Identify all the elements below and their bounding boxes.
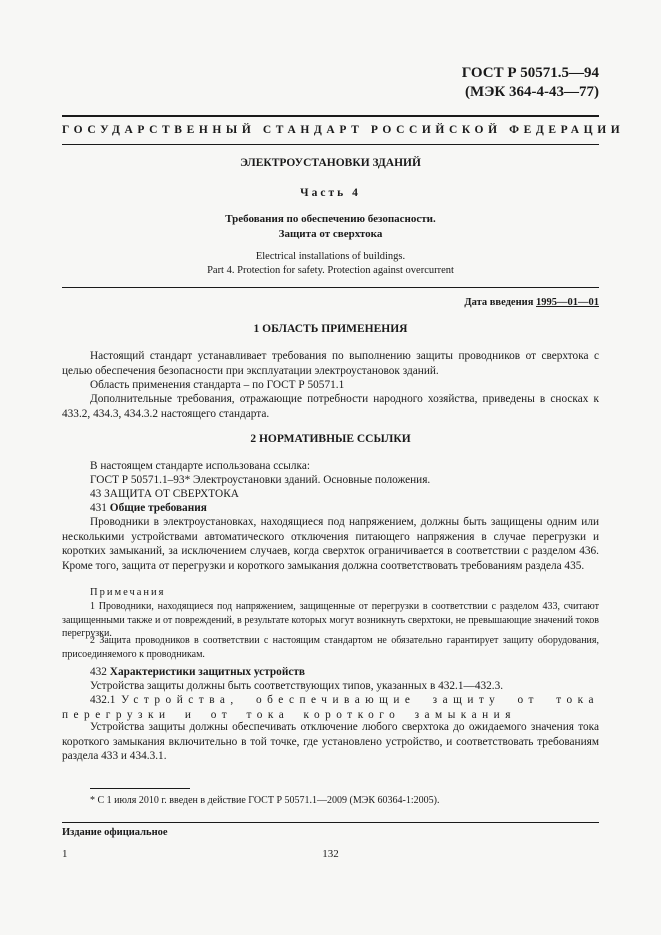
section-2-paragraph-1: В настоящем стандарте использована ссылка: <box>90 460 310 472</box>
clause-431-paragraph: Проводники в электроустановках, находящиеся под напряжением, должны быть защищены одним или несколькими устройствами автоматического отключения питающего напряжения в случае перегрузки и коротких замыканий, за исключением случаев, когда сверхток ограничивается в соответствии с разделом 436. Кроме того, защита от перегрузки и короткого замыкания должна соответствовать требованиям раздела 435. <box>62 516 599 572</box>
date-value: 1995—01—01 <box>536 297 599 308</box>
note-1: 1 Проводники, находящиеся под напряжением, защищенные от перегрузки в соответствии с разделом 433, считают защищенными также и от повреждений, в результате которых могут возникнуть сверхтоки, не превышающие значений токов перегрузки. <box>62 601 599 639</box>
section-1-heading: 1 ОБЛАСТЬ ПРИМЕНЕНИЯ <box>253 323 408 335</box>
footer-left-number: 1 <box>62 848 68 860</box>
footnote-rule <box>90 788 190 789</box>
top-rule <box>62 115 599 117</box>
section-2-reference: ГОСТ Р 50571.1–93* Электроустановки зданий. Основные положения. <box>90 474 431 486</box>
clause-432-1-number: 432.1 <box>90 694 116 706</box>
english-title-line-2: Part 4. Protection for safety. Protection against overcurrent <box>207 265 454 276</box>
section-2-heading: 2 НОРМАТИВНЫЕ ССЫЛКИ <box>250 433 411 445</box>
clause-432-1-title: Устройства, обеспечивающие защиту от тока перегрузки и от тока короткого замыкания <box>62 694 599 721</box>
clause-432-paragraph-1: Устройства защиты должны быть соответствующих типов, указанных в 432.1—432.3. <box>90 680 504 692</box>
footer-rule <box>62 822 599 823</box>
official-edition: Издание официальное <box>62 827 168 838</box>
clause-431-heading <box>90 501 599 516</box>
clause-432-heading <box>90 665 599 680</box>
section-1-paragraph-1: Настоящий стандарт устанавливает требования по выполнению защиты проводников от сверхтока с целью обеспечения безопасности при эксплуатации электроустановок зданий. <box>62 350 599 377</box>
clause-431-number: 431 <box>90 502 107 514</box>
section-1-paragraph-2: Область применения стандарта – по ГОСТ Р 50571.1 <box>90 379 345 391</box>
english-title-line-1: Electrical installations of buildings. <box>255 251 406 262</box>
subtitle-line-2: Защита от сверхтока <box>278 228 383 240</box>
part-label: Часть 4 <box>300 187 361 199</box>
section-1-paragraph-3: Дополнительные требования, отражающие потребности народного хозяйства, приведены в сносках к 433.2, 434.3, 434.3.2 настоящего стандарта. <box>62 393 599 420</box>
note-2: 2 Защита проводников в соответствии с настоящим стандартом не обязательно гарантирует защиту оборудования, присоединяемого к проводникам. <box>62 635 599 660</box>
document-subtitle <box>62 212 599 242</box>
notes-label: Примечания <box>90 587 166 598</box>
standard-codes <box>462 64 599 102</box>
section-43-heading: 43 ЗАЩИТА ОТ СВЕРХТОКА <box>90 488 239 500</box>
std-code: ГОСТ Р 50571.5—94 <box>461 65 599 81</box>
document-title: ЭЛЕКТРОУСТАНОВКИ ЗДАНИЙ <box>240 157 421 169</box>
subtitle-line-1: Требования по обеспечению безопасности. <box>225 213 436 225</box>
date-rule <box>62 287 599 288</box>
clause-432-number: 432 <box>90 666 107 678</box>
clause-431-title: Общие требования <box>109 502 207 514</box>
date-label: Дата введения <box>464 297 534 308</box>
english-title <box>62 250 599 278</box>
iec-code: (МЭК 364-4-43—77) <box>465 84 599 100</box>
footnote: * С 1 июля 2010 г. введен в действие ГОСТ Р 50571.1—2009 (МЭК 60364-1:2005). <box>90 795 440 806</box>
page-number: 132 <box>322 848 339 860</box>
clause-432-1-paragraph: Устройства защиты должны обеспечивать отключение любого сверхтока до ожидаемого значения тока короткого замыкания включительно в той точке, где установлено устройство, и соответствовать требованиям раздела 433 и 434.3.1. <box>62 721 599 762</box>
clause-432-title: Характеристики защитных устройств <box>109 666 305 678</box>
state-rule <box>62 144 599 145</box>
state-standard-heading: ГОСУДАРСТВЕННЫЙ СТАНДАРТ РОССИЙСКОЙ ФЕДЕРАЦИИ <box>62 124 625 136</box>
clause-432-1-heading <box>62 693 599 722</box>
introduction-date <box>464 297 599 308</box>
